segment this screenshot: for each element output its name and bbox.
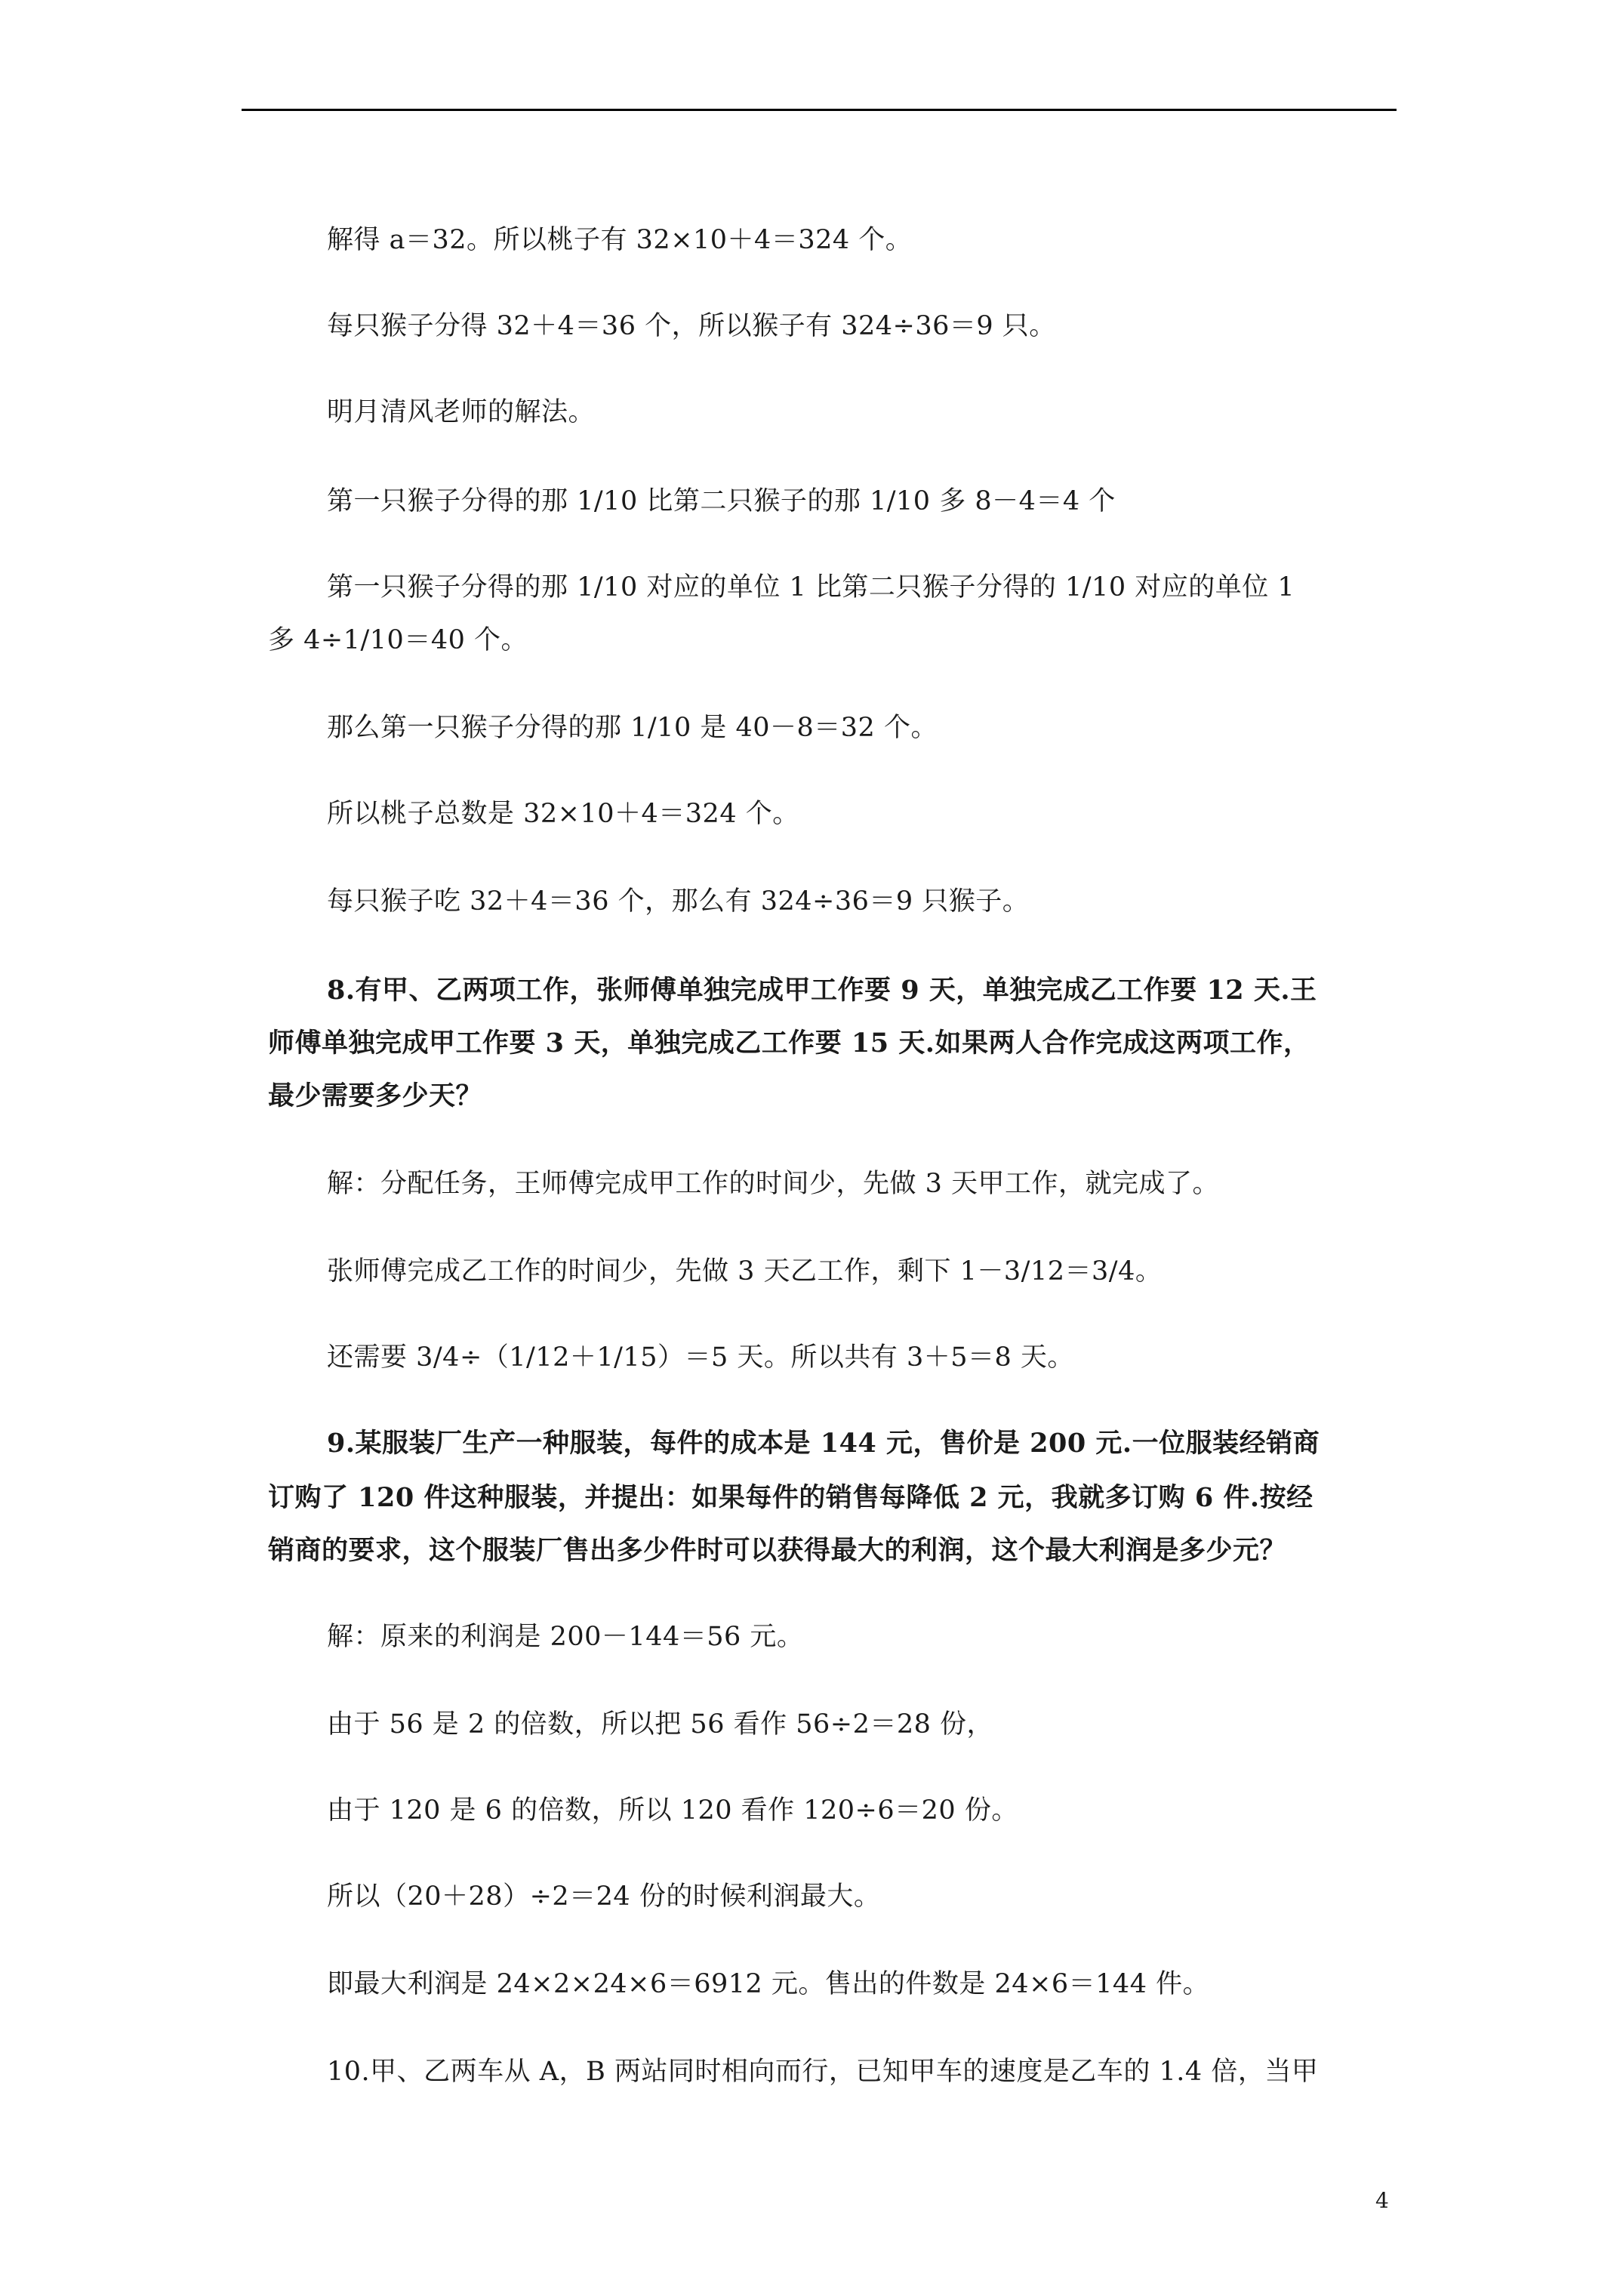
question-8-line: 8.有甲、乙两项工作，张师傅单独完成甲工作要 9 天，单独完成乙工作要 12 天.王 bbox=[327, 975, 1317, 1006]
paragraph-line: 还需要 3/4÷（1/12＋1/15）＝5 天。所以共有 3＋5＝8 天。 bbox=[327, 1342, 1074, 1373]
paragraph-line: 由于 56 是 2 的倍数，所以把 56 看作 56÷2＝28 份， bbox=[327, 1709, 994, 1740]
paragraph-line: 第一只猴子分得的那 1/10 对应的单位 1 比第二只猴子分得的 1/10 对应的单位 1 bbox=[327, 572, 1295, 603]
paragraph-line: 解：原来的利润是 200－144＝56 元。 bbox=[327, 1622, 804, 1652]
paragraph-line: 多 4÷1/10＝40 个。 bbox=[268, 625, 528, 655]
paragraph-line: 解：分配任务，王师傅完成甲工作的时间少，先做 3 天甲工作，就完成了。 bbox=[327, 1169, 1220, 1199]
question-8-line: 师傅单独完成甲工作要 3 天，单独完成乙工作要 15 天.如果两人合作完成这两项工作， bbox=[268, 1028, 1310, 1059]
paragraph-line: 所以（20＋28）÷2＝24 份的时候利润最大。 bbox=[327, 1881, 881, 1912]
header-rule bbox=[242, 109, 1397, 111]
question-9-line: 销商的要求，这个服装厂售出多少件时可以获得最大的利润，这个最大利润是多少元？ bbox=[268, 1535, 1287, 1566]
page-number: 4 bbox=[1375, 2188, 1389, 2213]
question-9-line: 9.某服装厂生产一种服装，每件的成本是 144 元，售价是 200 元.一位服装经销商 bbox=[327, 1428, 1320, 1459]
paragraph-line: 每只猴子分得 32＋4＝36 个，所以猴子有 324÷36＝9 只。 bbox=[327, 311, 1056, 341]
question-10-line: 10.甲、乙两车从 A，B 两站同时相向而行，已知甲车的速度是乙车的 1.4 倍，当甲 bbox=[327, 2057, 1319, 2087]
paragraph-line: 每只猴子吃 32＋4＝36 个，那么有 324÷36＝9 只猴子。 bbox=[327, 886, 1030, 917]
question-8-line: 最少需要多少天？ bbox=[268, 1080, 483, 1111]
paragraph-line: 张师傅完成乙工作的时间少，先做 3 天乙工作，剩下 1－3/12＝3/4。 bbox=[327, 1256, 1163, 1287]
paragraph-line: 那么第一只猴子分得的那 1/10 是 40－8＝32 个。 bbox=[327, 713, 938, 743]
paragraph-line: 所以桃子总数是 32×10＋4＝324 个。 bbox=[327, 799, 799, 829]
paragraph-line: 第一只猴子分得的那 1/10 比第二只猴子的那 1/10 多 8－4＝4 个 bbox=[327, 486, 1116, 516]
paragraph-line: 明月清风老师的解法。 bbox=[327, 397, 596, 427]
paragraph-line: 由于 120 是 6 的倍数，所以 120 看作 120÷6＝20 份。 bbox=[327, 1795, 1018, 1826]
paragraph-line: 即最大利润是 24×2×24×6＝6912 元。售出的件数是 24×6＝144 件。 bbox=[327, 1969, 1210, 1999]
question-9-line: 订购了 120 件这种服装，并提出：如果每件的销售每降低 2 元，我就多订购 6 件.按经 bbox=[268, 1482, 1313, 1513]
paragraph-line: 解得 a＝32。所以桃子有 32×10＋4＝324 个。 bbox=[327, 225, 913, 255]
